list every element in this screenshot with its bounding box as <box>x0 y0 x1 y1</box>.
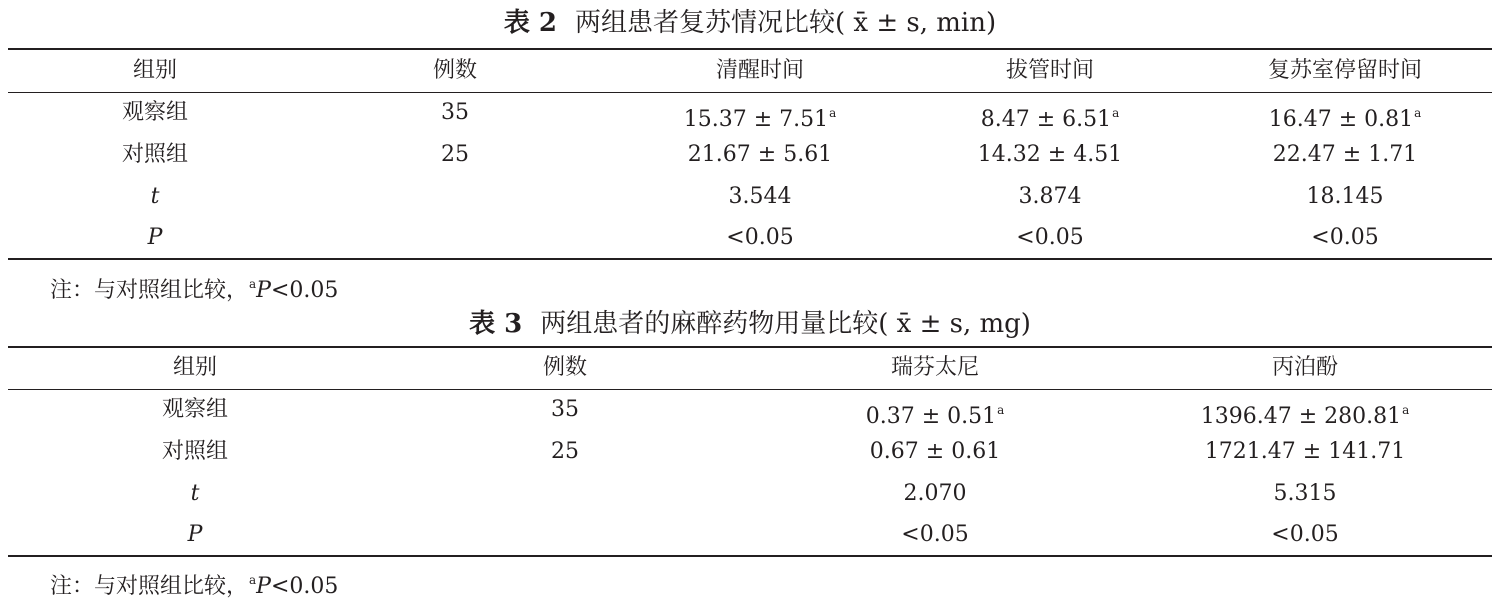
table3-header-group: 组别 <box>172 355 217 380</box>
table3-header-n: 例数 <box>542 355 587 380</box>
table3-row4-remifentanil: <0.05 <box>901 522 969 547</box>
table2-row3-extubation: 3.874 <box>1018 184 1082 209</box>
table2-bottom-rule <box>8 258 1492 260</box>
table2-header-awake: 清醒时间 <box>715 58 804 83</box>
table2-row1-awake: 15.37 ± 7.51$^a$ <box>683 106 837 132</box>
table2-row3-awake: 3.544 <box>728 184 792 209</box>
table2-row1-recovery: 16.47 ± 0.81$^a$ <box>1268 106 1422 132</box>
table2-row4-awake: <0.05 <box>726 225 794 250</box>
table2-row2-awake: 21.67 ± 5.61 <box>687 142 833 167</box>
table3-row2-propofol: 1721.47 ± 141.71 <box>1204 439 1406 464</box>
table3-row4-propofol: <0.05 <box>1271 522 1339 547</box>
table2-row2-recovery: 22.47 ± 1.71 <box>1272 142 1418 167</box>
table3-row3-group: t <box>190 481 200 506</box>
table3-row3-remifentanil: 2.070 <box>903 481 967 506</box>
table3-top-rule <box>8 346 1492 348</box>
table2-title-text: 两组患者复苏情况比较 <box>575 8 836 38</box>
table3-header-remifentanil: 瑞芬太尼 <box>890 355 979 380</box>
table3-bottom-rule <box>8 555 1492 557</box>
table2-header-rule <box>8 92 1492 93</box>
table2-row1-group: 观察组 <box>121 100 188 125</box>
table2-title <box>0 6 1500 40</box>
table3-title <box>0 307 1500 341</box>
table2-header-n: 例数 <box>432 58 477 83</box>
table3-unit: ( x̄ ± s, mg) <box>878 309 1031 339</box>
table3-note: 注：与对照组比较，$^a$P<0.05 <box>50 573 339 599</box>
table3-row1-remifentanil: 0.37 ± 0.51$^a$ <box>865 403 1005 429</box>
table3-row2-n: 25 <box>551 439 579 464</box>
table2-row4-extubation: <0.05 <box>1016 225 1084 250</box>
table2-row1-n: 35 <box>441 100 469 125</box>
table2-row3-recovery: 18.145 <box>1306 184 1384 209</box>
table3-row3-propofol: 5.315 <box>1273 481 1337 506</box>
table2-number: 表 2 <box>503 8 557 38</box>
table2-row2-group: 对照组 <box>121 142 188 167</box>
table2-header-extubation: 拔管时间 <box>1005 58 1094 83</box>
table3-header-rule <box>8 389 1492 390</box>
table3-header-propofol: 丙泊酚 <box>1271 355 1338 380</box>
table2-header-recovery: 复苏室停留时间 <box>1267 58 1422 83</box>
table2-note: 注：与对照组比较，$^a$P<0.05 <box>50 277 339 303</box>
table2-top-rule <box>8 48 1492 50</box>
table2-row1-extubation: 8.47 ± 6.51$^a$ <box>980 106 1120 132</box>
table3-title-text: 两组患者的麻醉药物用量比较 <box>540 309 879 339</box>
table3-row1-group: 观察组 <box>161 397 228 422</box>
table3-row1-propofol: 1396.47 ± 280.81$^a$ <box>1200 403 1410 429</box>
table3-row4-group: P <box>187 522 203 547</box>
table2-row3-group: t <box>150 184 160 209</box>
table2-row4-group: P <box>147 225 163 250</box>
table2-row4-recovery: <0.05 <box>1311 225 1379 250</box>
table3-row2-group: 对照组 <box>161 439 228 464</box>
table2-row2-n: 25 <box>441 142 469 167</box>
table2-row2-extubation: 14.32 ± 4.51 <box>977 142 1123 167</box>
table3-row2-remifentanil: 0.67 ± 0.61 <box>869 439 1001 464</box>
table2-header-group: 组别 <box>132 58 177 83</box>
table3-row1-n: 35 <box>551 397 579 422</box>
table3-number: 表 3 <box>469 309 523 339</box>
table2-unit: ( x̄ ± s, min) <box>835 8 997 38</box>
